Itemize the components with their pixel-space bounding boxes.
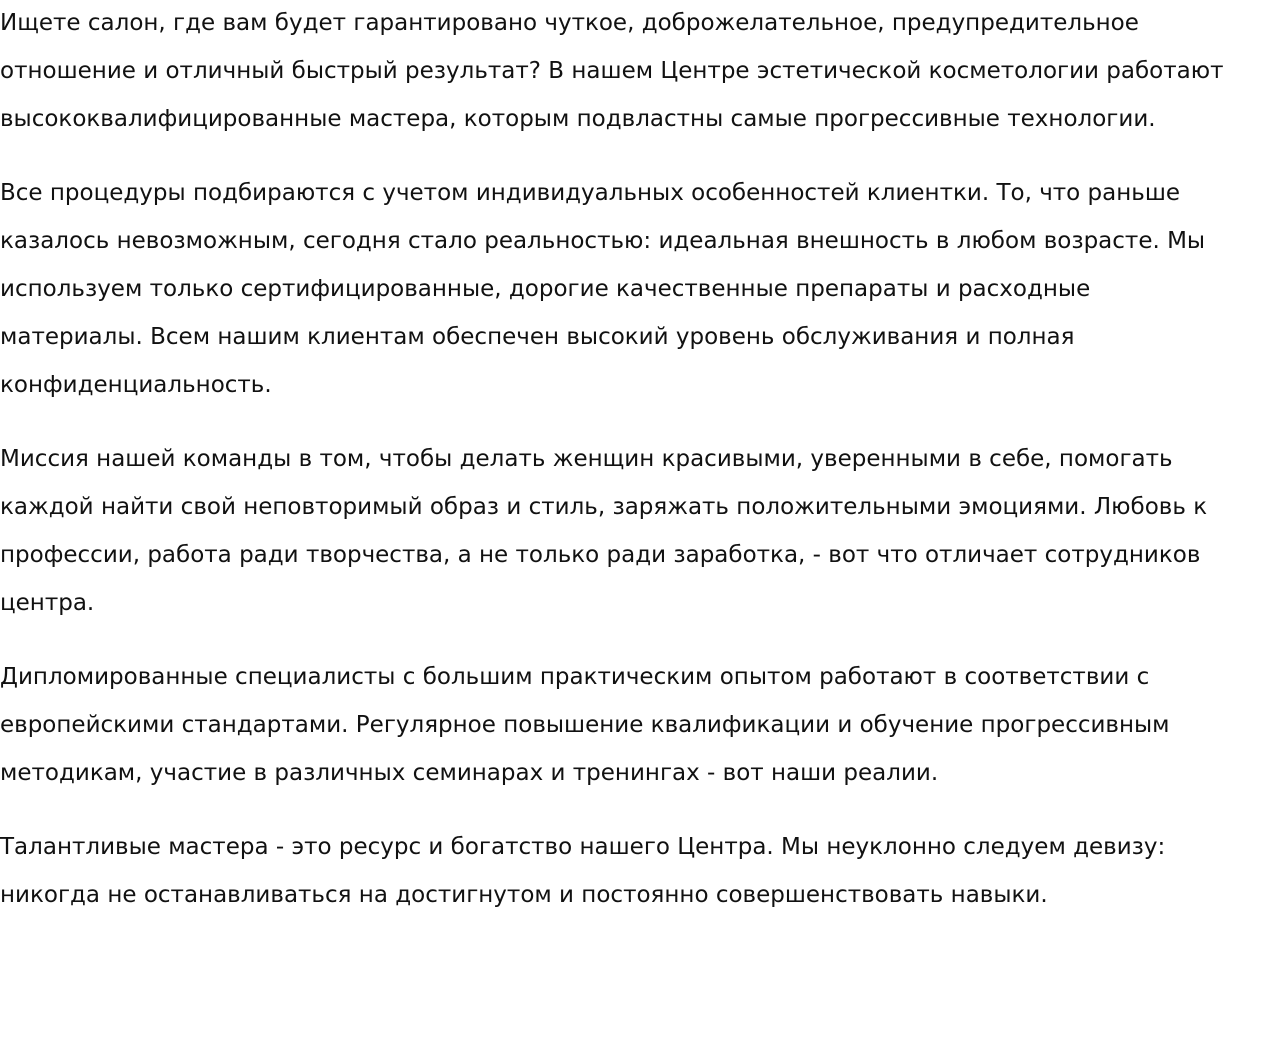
paragraph-procedures: Все процедуры подбираются с учетом индивидуальных особенностей клиентки. То, что раньше казалось невозможным, сегодня стало реальностью: идеальная внешность в любом возрасте. Мы используем только сертифицированные, дорогие качественные препараты и расходные материалы. Всем нашим клиентам обеспечен высокий уровень обслуживания и полная конфиденциальность. xyxy=(0,180,1206,398)
paragraph-salon-intro: Ищете салон, где вам будет гарантировано чуткое, доброжелательное, предупредительное отношение и отличный быстрый результат? В нашем Центре эстетической косметологии работают высококвалифицированные мастера, которым подвластны самые прогрессивные технологии. xyxy=(0,10,1224,132)
paragraph-masters: Талантливые мастера - это ресурс и богатство нашего Центра. Мы неуклонно следуем девизу: никогда не останавливаться на достигнутом и постоянно совершенствовать навыки. xyxy=(0,834,1166,908)
paragraph-mission: Миссия нашей команды в том, чтобы делать женщин красивыми, уверенными в себе, помогать каждой найти свой неповторимый образ и стиль, заряжать положительными эмоциями. Любовь к профессии, работа ради творчества, а не только ради заработка, - вот что отличает сотрудников центра. xyxy=(0,446,1208,616)
paragraph-specialists: Дипломированные специалисты с большим практическим опытом работают в соответствии с европейскими стандартами. Регулярное повышение квалификации и обучение прогрессивным методикам, участие в различных семинарах и тренингах - вот наши реалии. xyxy=(0,664,1170,786)
